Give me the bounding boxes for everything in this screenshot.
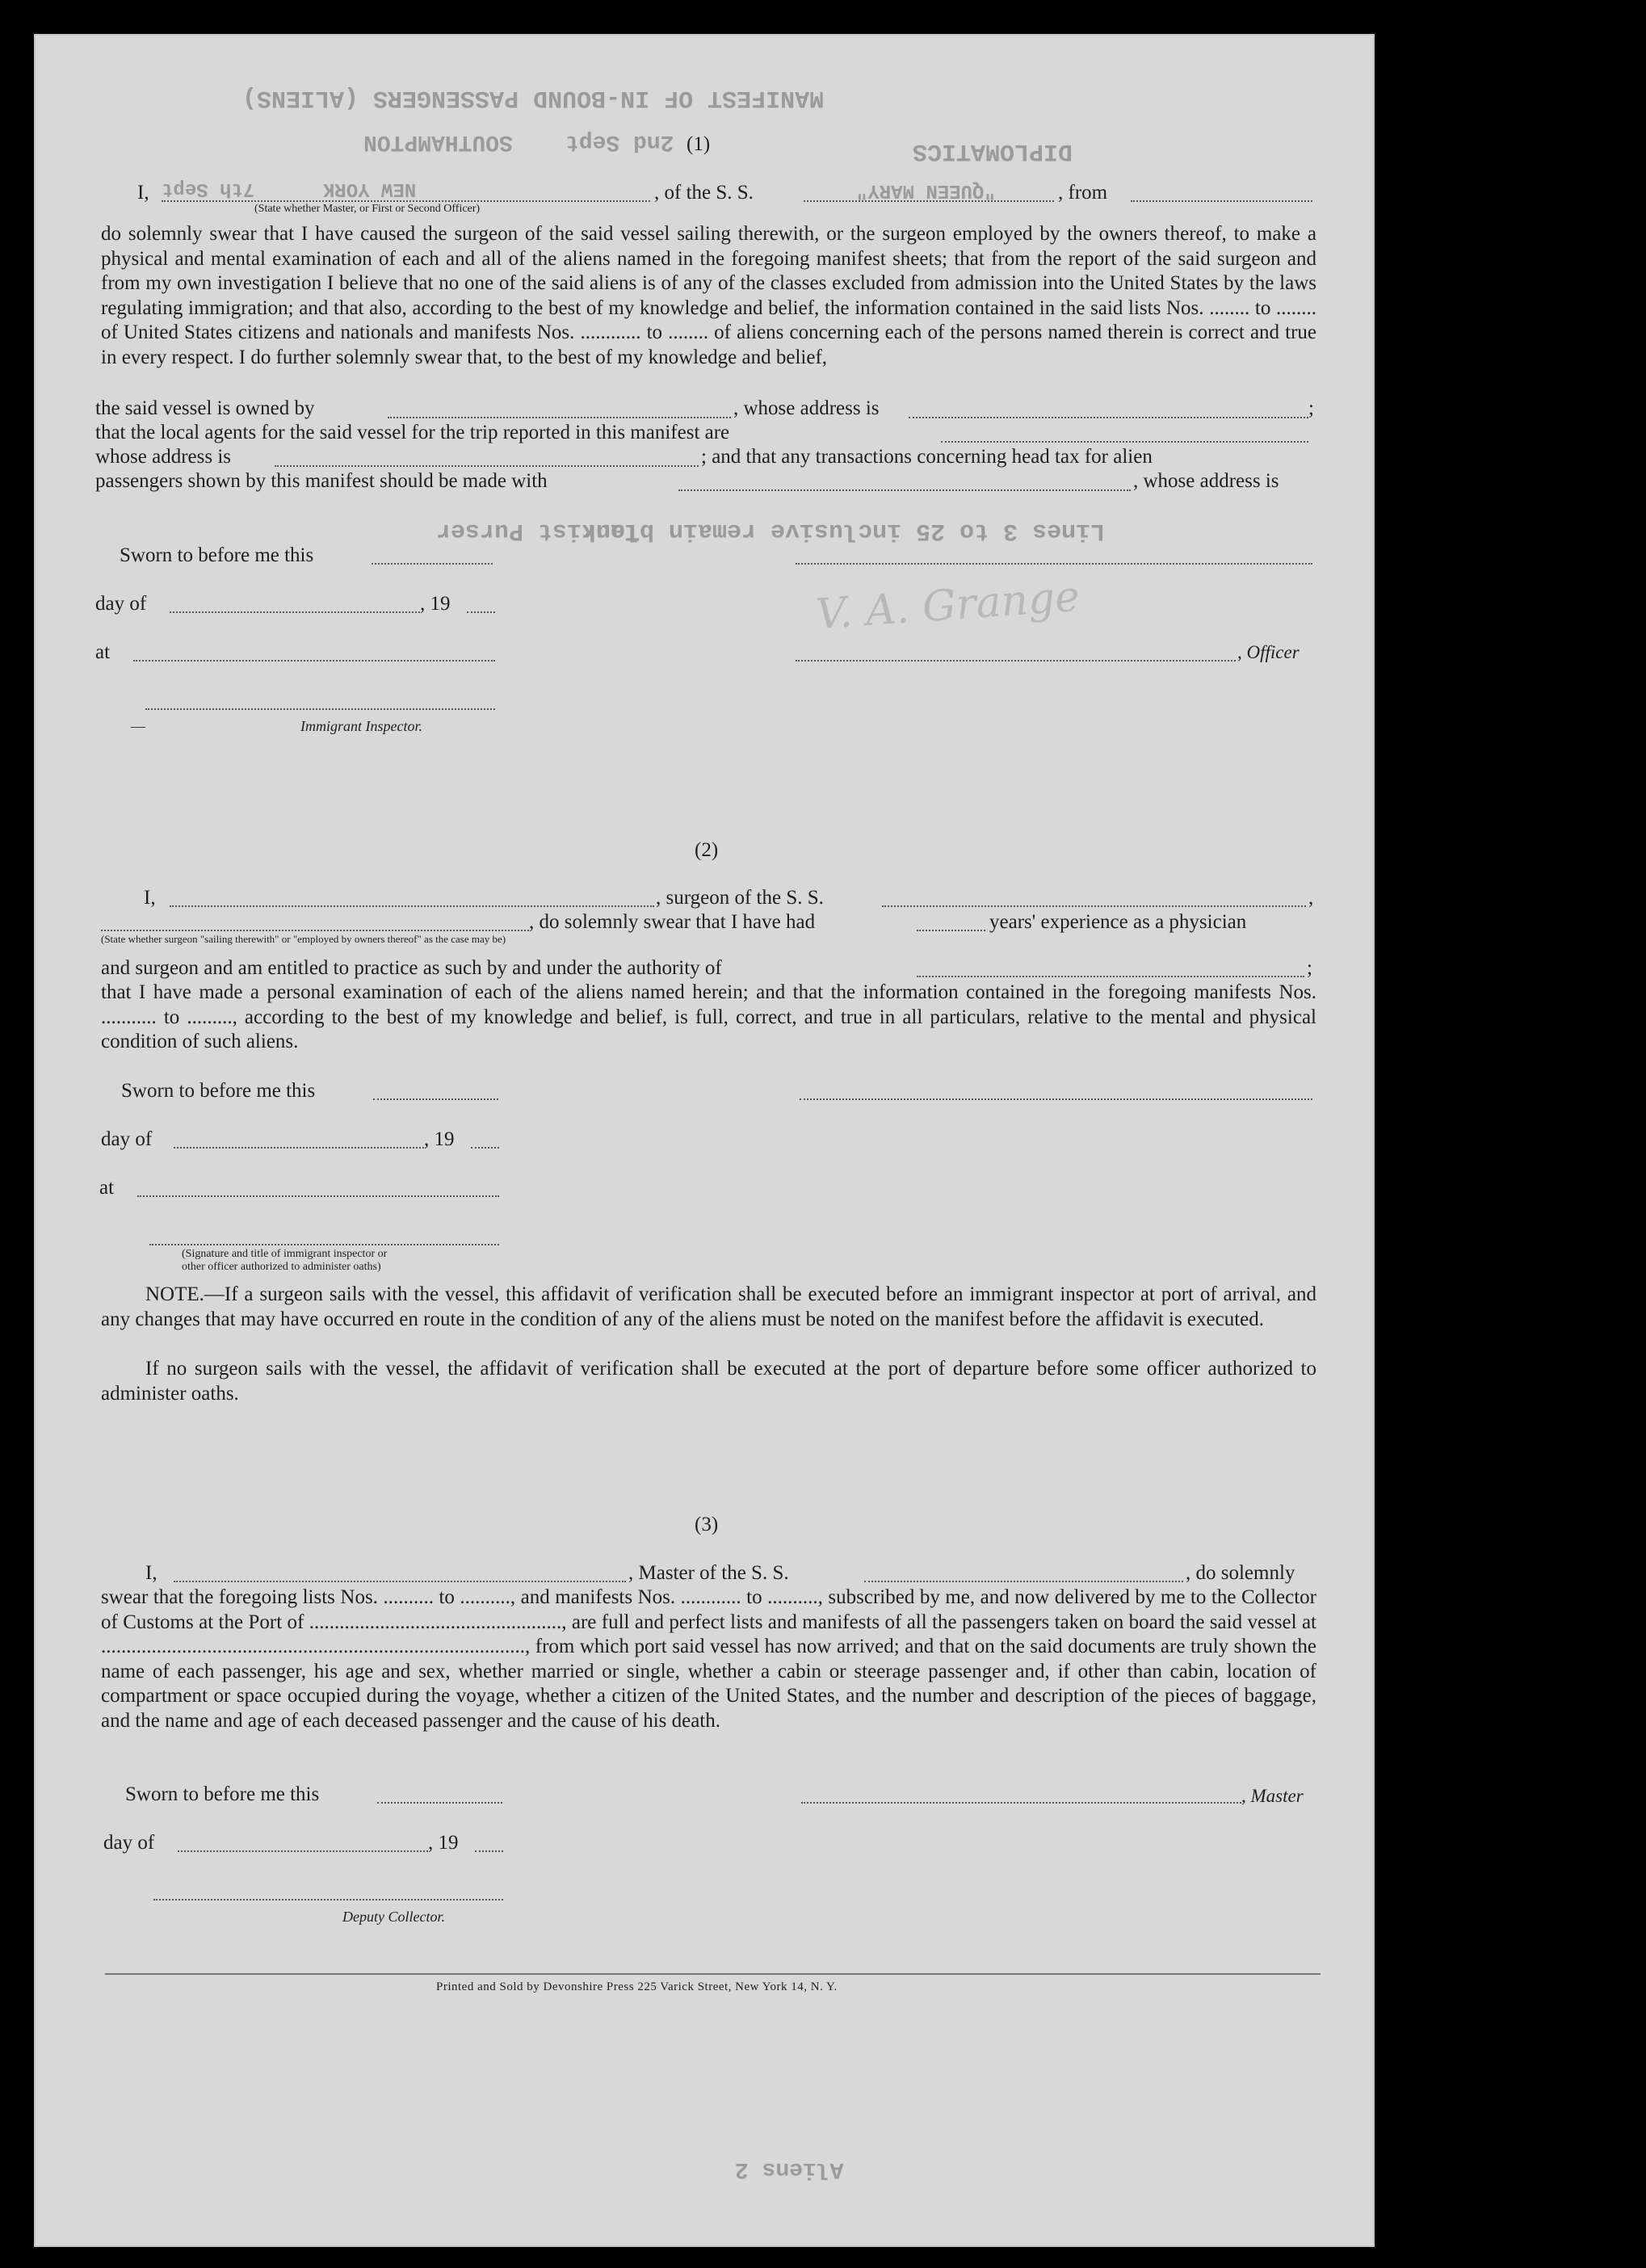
sec2-status-blank[interactable] — [101, 930, 529, 931]
sec3-deputy-blank[interactable] — [153, 1899, 503, 1900]
sec2-body: that I have made a personal examination of each of the aliens named herein; and that the information contained in the foregoing manifests Nos. ........... to ........., according to the best of my knowledge and belief, is full, correct, and true in all particulars, relative to the mental and physical condition of such aliens. — [101, 981, 1316, 1052]
bleed-date: 2nd Sept — [565, 129, 674, 154]
punch-hole — [1379, 1102, 1420, 1143]
sec1-agents-label: that the local agents for the said vessel for the trip reported in this manifest are — [95, 422, 730, 443]
sec1-agents-blank[interactable] — [941, 441, 1308, 443]
sec1-from-blank[interactable] — [1131, 200, 1312, 202]
printer-imprint: Printed and Sold by Devonshire Press 225 Varick Street, New York 14, N. Y. — [436, 1980, 838, 1993]
sec1-officer-blank[interactable] — [162, 200, 650, 202]
sec2-note-body: NOTE.—If a surgeon sails with the vessel, this affidavit of verification shall be executed before an immigrant inspector at port of arrival, and any changes that may have occurred en route in the condition of any of the aliens must be noted on the manifest before the affidavit is executed. — [101, 1283, 1316, 1330]
sec2-sworn-label: Sworn to before me this — [121, 1080, 316, 1102]
section-3-heading: (3) — [695, 1514, 719, 1535]
bleed-purser: Tourist Purser — [436, 517, 640, 544]
sec2-status-note: (State whether surgeon "sailing therewith" or "employed by owners thereof" as the case may be) — [101, 933, 506, 945]
sec1-year-blank[interactable] — [467, 611, 495, 613]
sec1-ship-label: , of the S. S. — [654, 182, 754, 204]
punch-hole — [1379, 607, 1420, 648]
sec2-comma: , — [1308, 887, 1314, 909]
sec3-i-label: I, — [145, 1562, 157, 1584]
sec3-ship-blank[interactable] — [864, 1581, 1183, 1582]
sec1-nineteen: , 19 — [420, 593, 451, 615]
bleed-title: MANIFEST OF IN-BOUND PASSENGERS (ALIENS) — [242, 84, 825, 111]
sec1-from-label: , from — [1058, 182, 1108, 204]
sec1-dayof-label: day of — [95, 593, 147, 615]
bleed-arrival-date: 7th Sept — [162, 178, 255, 200]
sec1-officer-sig-blank-top[interactable] — [796, 563, 1312, 565]
sec3-solemnly-label: , do solemnly — [1186, 1562, 1295, 1584]
section-2-heading: (2) — [695, 839, 719, 861]
sec1-semicolon: ; — [1308, 397, 1314, 419]
sec1-officer-note: (State whether Master, or First or Second Officer) — [254, 203, 481, 215]
sec3-nineteen: , 19 — [428, 1832, 459, 1854]
sec2-authority-blank[interactable] — [917, 976, 1304, 977]
sec2-swear-label: , do solemnly swear that I have had — [529, 911, 816, 933]
bleed-footer: Aliens 2 — [735, 2157, 844, 2182]
sec1-officer-sig-blank[interactable] — [796, 660, 1236, 662]
sec3-master-sig-label: , Master — [1241, 1786, 1304, 1806]
bleed-port: SOUTHAMPTON — [363, 129, 513, 154]
sec2-at-blank[interactable] — [137, 1195, 499, 1197]
sec1-headtax-label: ; and that any transactions concerning head tax for alien — [701, 446, 1153, 468]
sec3-body: swear that the foregoing lists Nos. .......... to .........., and manifests Nos. ............ to .........., subscribed by me, and now delivered by me to the Collector of Customs at the Port of .................................................., are full and perfect lists and manifests of all the passengers taken on board the said vessel at ...................................................................................., from which port said vessel has now arrived; and that on the said documents are truly shown the name of each passenger, his age and sex, whether married or single, whether a cabin or steerage passenger and, if other than cabin, location of compartment or space occupied during the voyage, whether a citizen of the United States, and the number and description of the pieces of baggage, and the name and age of each deceased passenger and the cause of his death. — [101, 1586, 1316, 1732]
sec1-sworn-blank[interactable] — [372, 563, 493, 565]
punch-hole — [1379, 1993, 1420, 2034]
sec3-dayof-blank[interactable] — [178, 1850, 428, 1852]
sec2-sworn-blank[interactable] — [373, 1098, 498, 1100]
sec1-passengers-blank[interactable] — [678, 489, 1131, 491]
sec1-body: do solemnly swear that I have caused the surgeon of the said vessel sailing therewith, or the surgeon employed by the owners thereof, to make a physical and mental examination of each and all of the aliens named in the foregoing manifest sheets; that from the report of the said surgeon and from my own investigation I believe that no one of the said aliens is of any of the classes excluded from admission into the United States by the laws regulating immigration; and that also, according to the best of my knowledge and belief, the information contained in the said lists Nos. ........ to ........ of United States citizens and nationals and manifests Nos. ............ to ........ of aliens concerning each of the persons named therein is correct and true in every respect. I do further solemnly swear that, to the best of my knowledge and belief, — [101, 223, 1316, 368]
section-1-heading: (1) — [687, 133, 711, 155]
sec1-ship-blank[interactable] — [804, 200, 1054, 202]
sec2-nineteen: , 19 — [424, 1128, 455, 1150]
bleed-stamp: DIPLOMATICS — [913, 137, 1073, 165]
sec1-owned-label: the said vessel is owned by — [95, 397, 315, 419]
sec3-sworn-label: Sworn to before me this — [125, 1783, 320, 1805]
punch-hole — [1379, 737, 1420, 777]
sec2-sig-blank[interactable] — [149, 1244, 499, 1245]
sec1-passengers-label: passengers shown by this manifest should be made with — [95, 470, 548, 492]
sec2-authority-label: and surgeon and am entitled to practice as such by and under the authority of — [101, 957, 722, 979]
punch-hole — [1379, 1599, 1420, 1640]
sec2-semicolon: ; — [1307, 957, 1312, 979]
sec3-year-blank[interactable] — [475, 1850, 503, 1852]
sec2-at-label: at — [99, 1177, 115, 1199]
sec2-dayof-label: day of — [101, 1128, 153, 1150]
sec2-note-body-2: If no surgeon sails with the vessel, the affidavit of verification shall be executed at the port of departure before some officer authorized to administer oaths. — [101, 1358, 1316, 1405]
sec2-years-blank[interactable] — [917, 930, 985, 931]
bleed-lines: Lines 3 to 25 inclusive remain blank — [582, 517, 1106, 544]
sec1-inspector-label: Immigrant Inspector. — [300, 718, 422, 734]
sec2-name-blank[interactable] — [170, 905, 654, 907]
sec3-sworn-blank[interactable] — [377, 1802, 502, 1804]
sec2-sig-note-1: (Signature and title of immigrant inspector or — [182, 1248, 388, 1260]
bleed-ship: "QUEEN MARY" — [856, 179, 996, 201]
sec1-address2-blank[interactable] — [275, 465, 699, 467]
sec1-address-blank[interactable] — [909, 417, 1308, 418]
sec1-address-label: , whose address is — [733, 397, 880, 419]
sec3-master-sig-blank[interactable] — [801, 1802, 1241, 1804]
sec1-owner-blank[interactable] — [388, 417, 731, 418]
bleed-arrival-port: NEW YORK — [323, 178, 417, 200]
sec1-dayof-blank[interactable] — [170, 611, 420, 613]
punch-hole — [1379, 2124, 1420, 2165]
handwritten-signature: V. A. Grange — [814, 572, 1081, 640]
sec3-deputy-label: Deputy Collector. — [342, 1909, 445, 1925]
sec2-years-label: years' experience as a physician — [989, 911, 1247, 933]
sec3-name-blank[interactable] — [174, 1581, 626, 1582]
punch-hole — [1379, 1468, 1420, 1509]
footer-rule — [105, 1973, 1321, 1975]
sec1-at-label: at — [95, 641, 111, 663]
sec2-sig-blank-top[interactable] — [800, 1098, 1312, 1100]
sec2-i-label: I, — [144, 887, 156, 909]
sec1-i-label: I, — [137, 182, 149, 204]
sec1-sworn-label: Sworn to before me this — [120, 544, 314, 566]
sec1-officer-label: , Officer — [1237, 642, 1300, 662]
sec2-surgeon-label: , surgeon of the S. S. — [656, 887, 824, 909]
sec1-inspector-blank[interactable] — [145, 708, 495, 710]
sec1-address2-label: whose address is — [95, 446, 232, 468]
sec1-at-blank[interactable] — [133, 660, 495, 662]
sec2-dayof-blank[interactable] — [174, 1147, 424, 1149]
sec1-dash: — — [131, 718, 145, 734]
sec2-ship-blank[interactable] — [882, 905, 1306, 907]
sec2-sig-note-2: other officer authorized to administer oaths) — [182, 1261, 381, 1273]
punch-hole — [1379, 250, 1420, 291]
sec1-address3-label: , whose address is — [1133, 470, 1279, 492]
sec2-year-blank[interactable] — [471, 1147, 499, 1149]
sec3-master-label: , Master of the S. S. — [628, 1562, 789, 1584]
sec3-dayof-label: day of — [103, 1832, 155, 1854]
